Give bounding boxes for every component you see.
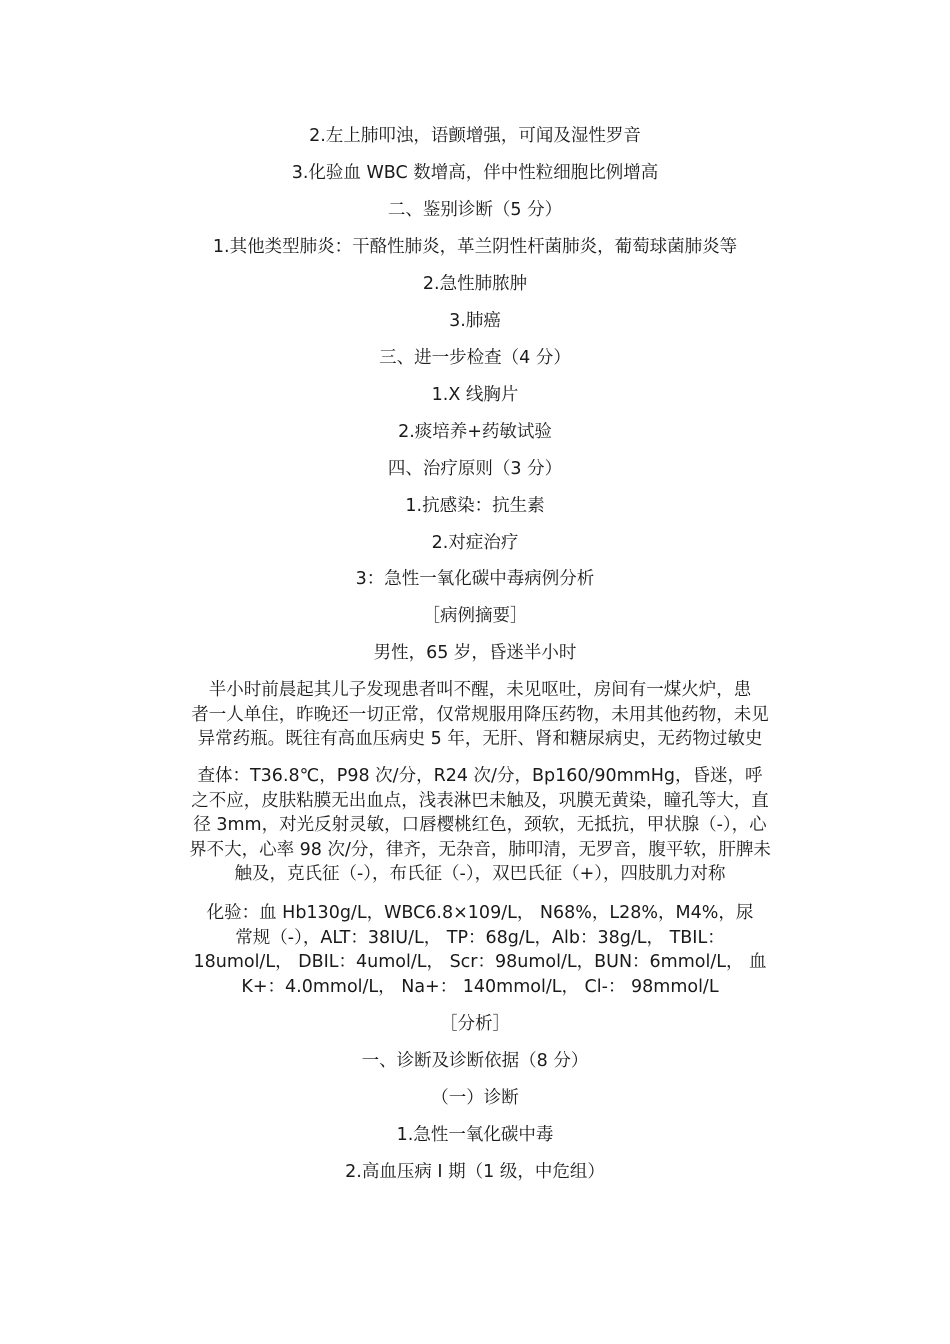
diagnosis-item: 1.急性一氧化碳中毒 [396,1125,554,1145]
patient-summary: 男性，65 岁，昏迷半小时 [373,643,577,663]
exam-line: 界不大，心率 98 次/分，律齐，无杂音，肺叩清，无罗音，腹平软，肝脾未 [189,839,771,860]
exam-line: 之不应，皮肤粘膜无出血点，浅表淋巴未触及，巩膜无黄染，瞳孔等大，直 [191,790,769,811]
history-paragraph [160,678,800,752]
text-line: 1.抗感染：抗生素 [405,496,545,516]
exam-line: 查体：T36.8℃，P98 次/分，R24 次/分，Bp160/90mmHg，昏迷，呼 [197,766,763,786]
physical-exam-paragraph [160,764,800,887]
text-line: 2.左上肺叩浊，语颤增强，可闻及湿性罗音 [309,126,641,146]
history-line: 者一人单住，昨晚还一切正常，仅常规服用降压药物，未用其他药物，未见 [191,704,769,725]
case-title: 3：急性一氧化碳中毒病例分析 [355,569,595,589]
history-line: 半小时前晨起其儿子发现患者叫不醒，未见呕吐，房间有一煤火炉，患 [208,680,752,700]
lab-results-paragraph [160,901,800,999]
case-summary-heading: ［病例摘要］ [422,606,528,626]
analysis-heading: ［分析］ [440,1014,510,1034]
lab-line: K+：4.0mmol/L， Na+： 140mmol/L， Cl-： 98mmol/L [241,976,719,997]
text-line: 1.X 线胸片 [431,385,519,405]
text-line: 3.肺癌 [449,311,501,331]
lab-line: 18umol/L， DBIL：4umol/L， Scr：98umol/L，BUN：6mmol/L， 血 [193,952,767,972]
section-heading: 二、鉴别诊断（5 分） [387,200,563,220]
section-heading: 三、进一步检查（4 分） [379,348,571,368]
text-line: 3.化验血 WBC 数增高，伴中性粒细胞比例增高 [291,163,659,183]
text-line: 2.急性肺脓肿 [422,274,528,294]
text-line: 2.痰培养+药敏试验 [398,422,552,442]
lab-line: 化验：血 Hb130g/L，WBC6.8×109/L， N68%，L28%，M4%，尿 [206,903,754,923]
subsection-heading: （一）诊断 [431,1088,519,1108]
exam-line: 触及，克氏征（-），布氏征（-），双巴氏征（+），四肢肌力对称 [234,864,726,884]
section-heading: 一、诊断及诊断依据（8 分） [361,1051,589,1071]
section-heading: 四、治疗原则（3 分） [387,459,563,479]
diagnosis-item: 2.高血压病 I 期（1 级，中危组） [345,1162,605,1182]
lab-line: 常规（-），ALT：38IU/L， TP：68g/L，Alb：38g/L， TBIL： [235,927,725,948]
text-line: 2.对症治疗 [431,533,519,553]
text-line: 1.其他类型肺炎：干酪性肺炎，革兰阴性杆菌肺炎，葡萄球菌肺炎等 [212,237,738,257]
history-line: 异常药瓶。既往有高血压病史 5 年，无肝、肾和糖尿病史，无药物过敏史 [197,729,763,749]
exam-line: 径 3mm，对光反射灵敏，口唇樱桃红色，颈软，无抵抗，甲状腺（-），心 [193,815,767,835]
